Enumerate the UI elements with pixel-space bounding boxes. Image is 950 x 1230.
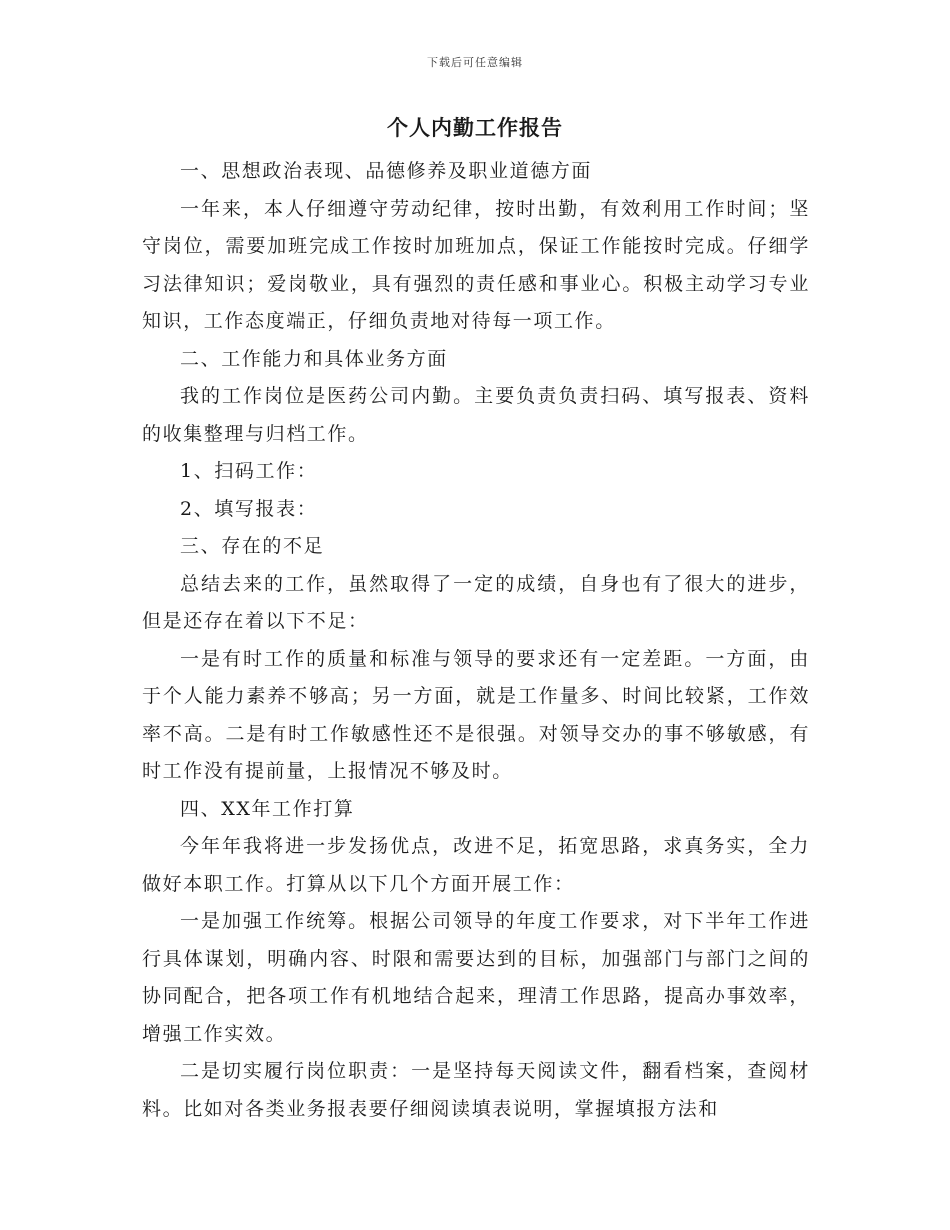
list-item: 2、填写报表： bbox=[180, 497, 318, 520]
section-heading-4: 四、XX年工作打算 bbox=[180, 797, 355, 820]
paragraph: 今年年我将进一步发扬优点，改进不足，拓宽思路，求真务实，全力做好本职工作。打算从以下几个方面开展工作： bbox=[142, 835, 810, 895]
paragraph: 我的工作岗位是医药公司内勤。主要负责负责扫码、填写报表、资料的收集整理与归档工作。 bbox=[142, 385, 810, 445]
header-note: 下载后可任意编辑 bbox=[427, 56, 523, 69]
section-heading-3: 三、存在的不足 bbox=[180, 535, 325, 557]
paragraph: 一是加强工作统筹。根据公司领导的年度工作要求，对下半年工作进行具体谋划，明确内容、时限和需要达到的目标，加强部门与部门之间的协同配合，把各项工作有机地结合起来，理清工作思路，提高办事效率，增强工作实效。 bbox=[142, 910, 810, 1045]
paragraph: 一是有时工作的质量和标准与领导的要求还有一定差距。一方面，由于个人能力素养不够高；另一方面，就是工作量多、时间比较紧，工作效率不高。二是有时工作敏感性还不是很强。对领导交办的事不够敏感，有时工作没有提前量，上报情况不够及时。 bbox=[142, 647, 810, 782]
section-heading-1: 一、思想政治表现、品德修养及职业道德方面 bbox=[180, 160, 593, 182]
paragraph: 二是切实履行岗位职责：一是坚持每天阅读文件，翻看档案，查阅材料。比如对各类业务报表要仔细阅读填表说明，掌握填报方法和 bbox=[142, 1060, 810, 1120]
paragraph: 一年来，本人仔细遵守劳动纪律，按时出勤，有效利用工作时间；坚守岗位，需要加班完成工作按时加班加点，保证工作能按时完成。仔细学习法律知识；爱岗敬业，具有强烈的责任感和事业心。积极主动学习专业知识，工作态度端正，仔细负责地对待每一项工作。 bbox=[142, 197, 810, 332]
paragraph: 总结去来的工作，虽然取得了一定的成绩，自身也有了很大的进步，但是还存在着以下不足： bbox=[142, 572, 810, 632]
document-body bbox=[142, 153, 810, 1128]
document-title: 个人内勤工作报告 bbox=[387, 116, 563, 140]
section-heading-2: 二、工作能力和具体业务方面 bbox=[180, 347, 448, 370]
list-item: 1、扫码工作： bbox=[180, 460, 318, 482]
